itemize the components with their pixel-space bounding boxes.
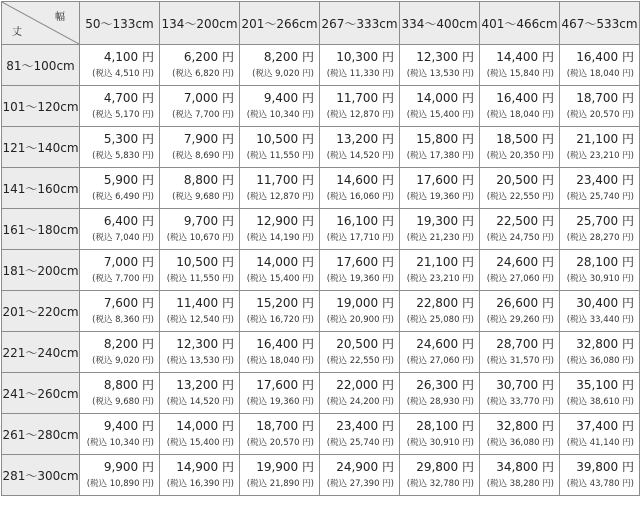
price-cell <box>320 168 400 209</box>
tax-included-price: (税込 36,080 円) <box>566 356 634 366</box>
tax-included-price: (税込 23,210 円) <box>406 274 474 284</box>
price-cell <box>80 209 160 250</box>
tax-included-price: (税込 38,610 円) <box>566 397 634 407</box>
width-header: 467〜533cm <box>560 2 640 45</box>
tax-included-price: (税込 8,360 円) <box>92 315 154 325</box>
price-value: 5,900 円 <box>103 173 154 187</box>
tax-included-price: (税込 7,040 円) <box>92 233 154 243</box>
price-cell <box>320 86 400 127</box>
price-value: 20,500 円 <box>336 337 394 351</box>
table-row <box>2 45 640 86</box>
tax-included-price: (税込 18,040 円) <box>566 69 634 79</box>
tax-included-price: (税込 25,080 円) <box>406 315 474 325</box>
tax-included-price: (税込 25,740 円) <box>326 438 394 448</box>
width-header: 267〜333cm <box>320 2 400 45</box>
price-value: 26,600 円 <box>496 296 554 310</box>
price-cell <box>480 250 560 291</box>
price-cell <box>240 168 320 209</box>
tax-included-price: (税込 4,510 円) <box>92 69 154 79</box>
tax-included-price: (税込 5,830 円) <box>92 151 154 161</box>
price-cell <box>480 332 560 373</box>
tax-included-price: (税込 29,260 円) <box>486 315 554 325</box>
table-row <box>2 414 640 455</box>
table-row <box>2 209 640 250</box>
price-cell <box>80 373 160 414</box>
price-cell <box>400 209 480 250</box>
tax-included-price: (税込 43,780 円) <box>566 479 634 489</box>
height-header: 81〜100cm <box>2 45 80 86</box>
price-value: 16,100 円 <box>336 214 394 228</box>
price-cell <box>320 45 400 86</box>
tax-included-price: (税込 30,910 円) <box>566 274 634 284</box>
price-table <box>1 1 640 496</box>
price-cell <box>400 86 480 127</box>
price-value: 35,100 円 <box>576 378 634 392</box>
width-axis-label: 幅 <box>55 12 65 23</box>
price-value: 7,000 円 <box>183 91 234 105</box>
price-cell <box>80 168 160 209</box>
tax-included-price: (税込 22,550 円) <box>486 192 554 202</box>
width-header: 201〜266cm <box>240 2 320 45</box>
price-value: 17,600 円 <box>336 255 394 269</box>
price-value: 6,400 円 <box>103 214 154 228</box>
tax-included-price: (税込 17,380 円) <box>406 151 474 161</box>
height-header: 261〜280cm <box>2 414 80 455</box>
price-value: 22,500 円 <box>496 214 554 228</box>
price-value: 14,000 円 <box>416 91 474 105</box>
price-cell <box>400 45 480 86</box>
price-cell <box>400 250 480 291</box>
height-header: 121〜140cm <box>2 127 80 168</box>
height-header: 181〜200cm <box>2 250 80 291</box>
price-value: 24,900 円 <box>336 460 394 474</box>
tax-included-price: (税込 9,020 円) <box>252 69 314 79</box>
price-value: 16,400 円 <box>576 50 634 64</box>
price-cell <box>160 209 240 250</box>
tax-included-price: (税込 10,670 円) <box>166 233 234 243</box>
price-cell <box>160 414 240 455</box>
price-value: 8,800 円 <box>183 173 234 187</box>
tax-included-price: (税込 13,530 円) <box>406 69 474 79</box>
width-header: 334〜400cm <box>400 2 480 45</box>
tax-included-price: (税込 12,870 円) <box>326 110 394 120</box>
price-cell <box>480 168 560 209</box>
price-value: 28,100 円 <box>416 419 474 433</box>
table-body <box>2 45 640 496</box>
table-row <box>2 373 640 414</box>
table-row <box>2 455 640 496</box>
price-cell <box>560 455 640 496</box>
tax-included-price: (税込 41,140 円) <box>566 438 634 448</box>
tax-included-price: (税込 31,570 円) <box>486 356 554 366</box>
tax-included-price: (税込 30,910 円) <box>406 438 474 448</box>
tax-included-price: (税込 36,080 円) <box>486 438 554 448</box>
price-cell <box>320 250 400 291</box>
price-value: 26,300 円 <box>416 378 474 392</box>
tax-included-price: (税込 15,840 円) <box>486 69 554 79</box>
price-cell <box>160 373 240 414</box>
price-value: 19,900 円 <box>256 460 314 474</box>
tax-included-price: (税込 14,520 円) <box>166 397 234 407</box>
tax-included-price: (税込 11,550 円) <box>246 151 314 161</box>
tax-included-price: (税込 11,550 円) <box>166 274 234 284</box>
tax-included-price: (税込 19,360 円) <box>326 274 394 284</box>
price-cell <box>480 209 560 250</box>
tax-included-price: (税込 9,680 円) <box>92 397 154 407</box>
header-row <box>2 2 640 45</box>
price-cell <box>560 414 640 455</box>
price-cell <box>560 332 640 373</box>
price-value: 32,800 円 <box>496 419 554 433</box>
price-value: 12,900 円 <box>256 214 314 228</box>
price-value: 25,700 円 <box>576 214 634 228</box>
table-row <box>2 250 640 291</box>
tax-included-price: (税込 10,890 円) <box>86 479 154 489</box>
height-header: 141〜160cm <box>2 168 80 209</box>
table-row <box>2 291 640 332</box>
price-cell <box>80 455 160 496</box>
price-value: 14,400 円 <box>496 50 554 64</box>
tax-included-price: (税込 15,400 円) <box>166 438 234 448</box>
price-cell <box>400 455 480 496</box>
table-row <box>2 86 640 127</box>
price-value: 11,700 円 <box>336 91 394 105</box>
tax-included-price: (税込 27,060 円) <box>406 356 474 366</box>
price-cell <box>560 291 640 332</box>
price-cell <box>560 168 640 209</box>
price-value: 30,400 円 <box>576 296 634 310</box>
price-cell <box>160 455 240 496</box>
price-value: 15,800 円 <box>416 132 474 146</box>
height-header: 101〜120cm <box>2 86 80 127</box>
price-value: 23,400 円 <box>576 173 634 187</box>
price-cell <box>240 291 320 332</box>
price-value: 17,600 円 <box>416 173 474 187</box>
price-cell <box>320 127 400 168</box>
price-cell <box>560 209 640 250</box>
tax-included-price: (税込 19,360 円) <box>246 397 314 407</box>
width-header: 134〜200cm <box>160 2 240 45</box>
price-value: 23,400 円 <box>336 419 394 433</box>
price-cell <box>80 127 160 168</box>
tax-included-price: (税込 38,280 円) <box>486 479 554 489</box>
price-cell <box>240 332 320 373</box>
price-value: 22,800 円 <box>416 296 474 310</box>
price-cell <box>80 291 160 332</box>
table-row <box>2 332 640 373</box>
tax-included-price: (税込 6,490 円) <box>92 192 154 202</box>
price-cell <box>160 127 240 168</box>
price-cell <box>480 373 560 414</box>
price-cell <box>240 209 320 250</box>
price-value: 30,700 円 <box>496 378 554 392</box>
tax-included-price: (税込 28,930 円) <box>406 397 474 407</box>
price-cell <box>160 168 240 209</box>
tax-included-price: (税込 7,700 円) <box>172 110 234 120</box>
price-cell <box>480 86 560 127</box>
price-value: 9,400 円 <box>103 419 154 433</box>
price-value: 20,500 円 <box>496 173 554 187</box>
tax-included-price: (税込 9,020 円) <box>92 356 154 366</box>
tax-included-price: (税込 16,720 円) <box>246 315 314 325</box>
price-cell <box>160 250 240 291</box>
tax-included-price: (税込 16,060 円) <box>326 192 394 202</box>
tax-included-price: (税込 24,750 円) <box>486 233 554 243</box>
price-cell <box>480 414 560 455</box>
price-cell <box>240 373 320 414</box>
price-cell <box>400 291 480 332</box>
price-value: 15,200 円 <box>256 296 314 310</box>
price-value: 7,600 円 <box>103 296 154 310</box>
width-header: 50〜133cm <box>80 2 160 45</box>
price-value: 7,900 円 <box>183 132 234 146</box>
price-value: 22,000 円 <box>336 378 394 392</box>
table-row <box>2 168 640 209</box>
price-value: 14,600 円 <box>336 173 394 187</box>
price-value: 14,900 円 <box>176 460 234 474</box>
price-cell <box>240 455 320 496</box>
price-value: 8,200 円 <box>263 50 314 64</box>
tax-included-price: (税込 14,520 円) <box>326 151 394 161</box>
price-cell <box>320 373 400 414</box>
price-value: 9,700 円 <box>183 214 234 228</box>
price-cell <box>400 414 480 455</box>
price-cell <box>80 332 160 373</box>
price-value: 13,200 円 <box>336 132 394 146</box>
price-value: 8,800 円 <box>103 378 154 392</box>
height-header: 161〜180cm <box>2 209 80 250</box>
price-value: 14,000 円 <box>176 419 234 433</box>
tax-included-price: (税込 27,060 円) <box>486 274 554 284</box>
price-value: 32,800 円 <box>576 337 634 351</box>
price-value: 21,100 円 <box>416 255 474 269</box>
price-cell <box>400 373 480 414</box>
price-cell <box>240 45 320 86</box>
price-value: 18,700 円 <box>256 419 314 433</box>
height-header: 201〜220cm <box>2 291 80 332</box>
price-value: 6,200 円 <box>183 50 234 64</box>
price-value: 11,400 円 <box>176 296 234 310</box>
price-value: 10,300 円 <box>336 50 394 64</box>
tax-included-price: (税込 23,210 円) <box>566 151 634 161</box>
price-value: 39,800 円 <box>576 460 634 474</box>
height-axis-label: 丈 <box>12 27 22 38</box>
price-value: 28,700 円 <box>496 337 554 351</box>
price-value: 11,700 円 <box>256 173 314 187</box>
width-header: 401〜466cm <box>480 2 560 45</box>
price-value: 18,500 円 <box>496 132 554 146</box>
price-value: 9,400 円 <box>263 91 314 105</box>
price-cell <box>160 86 240 127</box>
tax-included-price: (税込 27,390 円) <box>326 479 394 489</box>
tax-included-price: (税込 33,440 円) <box>566 315 634 325</box>
price-cell <box>400 127 480 168</box>
tax-included-price: (税込 9,680 円) <box>172 192 234 202</box>
price-cell <box>320 455 400 496</box>
tax-included-price: (税込 20,570 円) <box>246 438 314 448</box>
price-cell <box>320 332 400 373</box>
tax-included-price: (税込 12,540 円) <box>166 315 234 325</box>
price-cell <box>160 45 240 86</box>
table-header <box>2 2 640 45</box>
price-value: 9,900 円 <box>103 460 154 474</box>
price-cell <box>400 332 480 373</box>
price-value: 7,000 円 <box>103 255 154 269</box>
tax-included-price: (税込 11,330 円) <box>326 69 394 79</box>
tax-included-price: (税込 5,170 円) <box>92 110 154 120</box>
tax-included-price: (税込 20,900 円) <box>326 315 394 325</box>
tax-included-price: (税込 15,400 円) <box>246 274 314 284</box>
table-row <box>2 127 640 168</box>
tax-included-price: (税込 14,190 円) <box>246 233 314 243</box>
price-value: 16,400 円 <box>496 91 554 105</box>
price-cell <box>240 250 320 291</box>
price-value: 21,100 円 <box>576 132 634 146</box>
price-value: 34,800 円 <box>496 460 554 474</box>
price-value: 24,600 円 <box>416 337 474 351</box>
height-header: 281〜300cm <box>2 455 80 496</box>
height-header: 221〜240cm <box>2 332 80 373</box>
price-cell <box>560 250 640 291</box>
price-cell <box>480 45 560 86</box>
price-cell <box>480 455 560 496</box>
corner-cell <box>2 2 80 45</box>
tax-included-price: (税込 10,340 円) <box>86 438 154 448</box>
tax-included-price: (税込 24,200 円) <box>326 397 394 407</box>
price-value: 8,200 円 <box>103 337 154 351</box>
price-value: 4,700 円 <box>103 91 154 105</box>
price-cell <box>160 332 240 373</box>
price-value: 16,400 円 <box>256 337 314 351</box>
tax-included-price: (税込 19,360 円) <box>406 192 474 202</box>
tax-included-price: (税込 21,230 円) <box>406 233 474 243</box>
price-cell <box>240 86 320 127</box>
tax-included-price: (税込 32,780 円) <box>406 479 474 489</box>
price-value: 12,300 円 <box>176 337 234 351</box>
price-value: 4,100 円 <box>103 50 154 64</box>
tax-included-price: (税込 33,770 円) <box>486 397 554 407</box>
tax-included-price: (税込 7,700 円) <box>92 274 154 284</box>
tax-included-price: (税込 18,040 円) <box>486 110 554 120</box>
price-value: 17,600 円 <box>256 378 314 392</box>
price-cell <box>480 291 560 332</box>
price-cell <box>320 414 400 455</box>
price-value: 24,600 円 <box>496 255 554 269</box>
price-value: 19,000 円 <box>336 296 394 310</box>
price-cell <box>320 209 400 250</box>
tax-included-price: (税込 25,740 円) <box>566 192 634 202</box>
height-header: 241〜260cm <box>2 373 80 414</box>
price-cell <box>320 291 400 332</box>
price-value: 10,500 円 <box>256 132 314 146</box>
price-value: 18,700 円 <box>576 91 634 105</box>
tax-included-price: (税込 12,870 円) <box>246 192 314 202</box>
price-value: 14,000 円 <box>256 255 314 269</box>
price-value: 29,800 円 <box>416 460 474 474</box>
price-cell <box>240 127 320 168</box>
price-cell <box>240 414 320 455</box>
price-cell <box>480 127 560 168</box>
tax-included-price: (税込 17,710 円) <box>326 233 394 243</box>
price-value: 13,200 円 <box>176 378 234 392</box>
tax-included-price: (税込 10,340 円) <box>246 110 314 120</box>
price-value: 19,300 円 <box>416 214 474 228</box>
price-cell <box>80 414 160 455</box>
tax-included-price: (税込 22,550 円) <box>326 356 394 366</box>
price-cell <box>80 45 160 86</box>
price-value: 28,100 円 <box>576 255 634 269</box>
tax-included-price: (税込 21,890 円) <box>246 479 314 489</box>
price-value: 5,300 円 <box>103 132 154 146</box>
tax-included-price: (税込 28,270 円) <box>566 233 634 243</box>
price-cell <box>80 86 160 127</box>
price-value: 37,400 円 <box>576 419 634 433</box>
tax-included-price: (税込 20,350 円) <box>486 151 554 161</box>
tax-included-price: (税込 8,690 円) <box>172 151 234 161</box>
price-cell <box>160 291 240 332</box>
price-cell <box>80 250 160 291</box>
tax-included-price: (税込 18,040 円) <box>246 356 314 366</box>
tax-included-price: (税込 13,530 円) <box>166 356 234 366</box>
price-cell <box>560 373 640 414</box>
price-value: 10,500 円 <box>176 255 234 269</box>
tax-included-price: (税込 16,390 円) <box>166 479 234 489</box>
price-cell <box>400 168 480 209</box>
price-cell <box>560 86 640 127</box>
tax-included-price: (税込 6,820 円) <box>172 69 234 79</box>
price-value: 12,300 円 <box>416 50 474 64</box>
price-cell <box>560 127 640 168</box>
tax-included-price: (税込 15,400 円) <box>406 110 474 120</box>
price-cell <box>560 45 640 86</box>
tax-included-price: (税込 20,570 円) <box>566 110 634 120</box>
